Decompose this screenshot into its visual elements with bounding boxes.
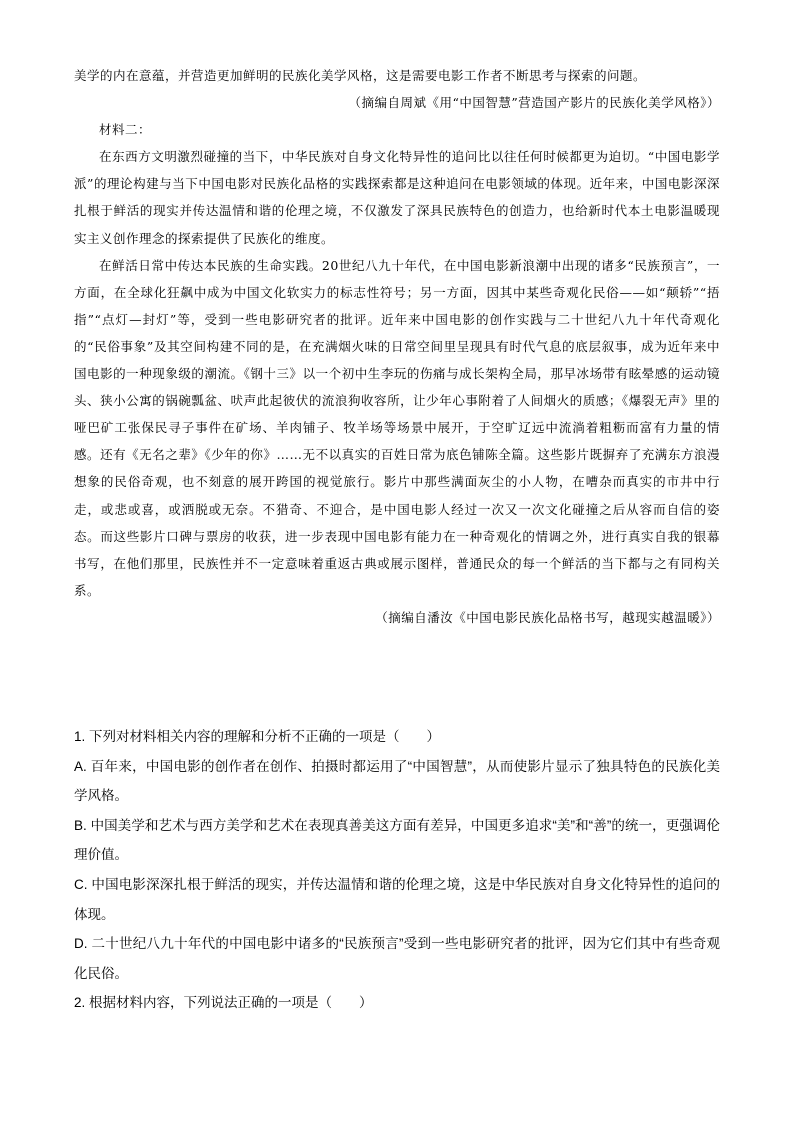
question-2-stem: 2. 根据材料内容，下列说法正确的一项是（ ） <box>74 995 373 1011</box>
question-1-option-b: B. 中国美学和艺术与西方美学和艺术在表现真善美这方面有差异，中国更多追求“美”和“善”的统一，更强调伦理价值。 <box>74 817 720 863</box>
question-1-option-d: D. 二十世纪八九十年代的中国电影中诸多的“民族预言”受到一些电影研究者的批评，因为它们其中有些奇观化民俗。 <box>74 936 720 981</box>
material2-heading: 材料二： <box>99 122 152 138</box>
question-1-option-a: A. 百年来，中国电影的创作者在创作、拍摄时都运用了“中国智慧”，从而使影片显示了独具特色的民族化美学风格。 <box>74 758 720 804</box>
question-1-stem: 1. 下列对材料相关内容的理解和分析不正确的一项是（ ） <box>74 729 441 744</box>
question-1-option-c: C. 中国电影深深扎根于鲜活的现实，并传达温情和谐的伦理之境，这是中华民族对自身文化特异性的追问的体现。 <box>74 876 720 922</box>
question-section <box>74 722 720 1018</box>
material2-source: （摘编自潘汝《中国电影民族化品格书写，越现实越温暖》） <box>375 609 720 625</box>
material2-paragraph-2: 在鲜活日常中传达本民族的生命实践。20世纪八九十年代，在中国电影新浪潮中出现的诸多“民族预言”，一方面，在全球化狂飙中成为中国文化软实力的标志性符号；另一方面，因其中某些奇观化民俗——如“颠轿”“捂指”“点灯—封灯”等，受到一些电影研究者的批评。近年来中国电影的创作实践与二十世纪八九十年代奇观化的“民俗事象”及其空间构建不同的是，在充满烟火味的日常空间里呈现具有时代气息的底层叙事，成为近年来中国电影的一种现象级的潮流。《钢十三》以一个初中生李玩的伤痛与成长架构全局，那早冰场带有眩晕感的运动镜头、狭小公寓的锅碗瓢盆、吠声此起彼伏的流浪狗收容所，让少年心事附着了人间烟火的质感；《爆裂无声》里的哑巴矿工张保民寻子事件在矿场、羊肉铺子、牧羊场等场景中展开，于空旷辽远中流淌着粗粝而富有力量的情感。还有《无名之辈》《少年的你》……无不以真实的百姓日常为底色铺陈全篇。这些影片既摒弃了充满东方浪漫想象的民俗奇观，也不刻意的展开跨国的视觉旅行。影片中那些满面灰尘的小人物，在嘈杂而真实的市井中行走，或悲或喜，或洒脱或无奈。不猎奇、不迎合，是中国电影人经过一次又一次文化碰撞之后从容而自信的姿态。而这些影片口碑与票房的收获，进一步表现中国电影有能力在一种奇观化的情调之外，进行真实自我的银幕书写，在他们那里，民族性并不一定意味着重返古典或展示图样，普通民众的每一个鲜活的当下都与之有同构关系。 <box>74 257 720 598</box>
material1-tail: 美学的内在意蕴，并营造更加鲜明的民族化美学风格，这是需要电影工作者不断思考与探索的问题。 <box>74 68 647 83</box>
material1-source: （摘编自周斌《用“中国智慧”营造国产影片的民族化美学风格》） <box>348 95 720 111</box>
material2-paragraph-1: 在东西方文明激烈碰撞的当下，中华民族对自身文化特异性的追问比以往任何时候都更为迫切。“中国电影学派”的理论构建与当下中国电影对民族化品格的实践探索都是这种追问在电影领域的体现。近年来，中国电影深深扎根于鲜活的现实并传达温情和谐的伦理之境，不仅激发了深具民族特色的创造力，也给新时代本土电影温暖现实主义创作理念的探索提供了民族化的维度。 <box>74 149 720 246</box>
reading-passage <box>74 62 720 631</box>
